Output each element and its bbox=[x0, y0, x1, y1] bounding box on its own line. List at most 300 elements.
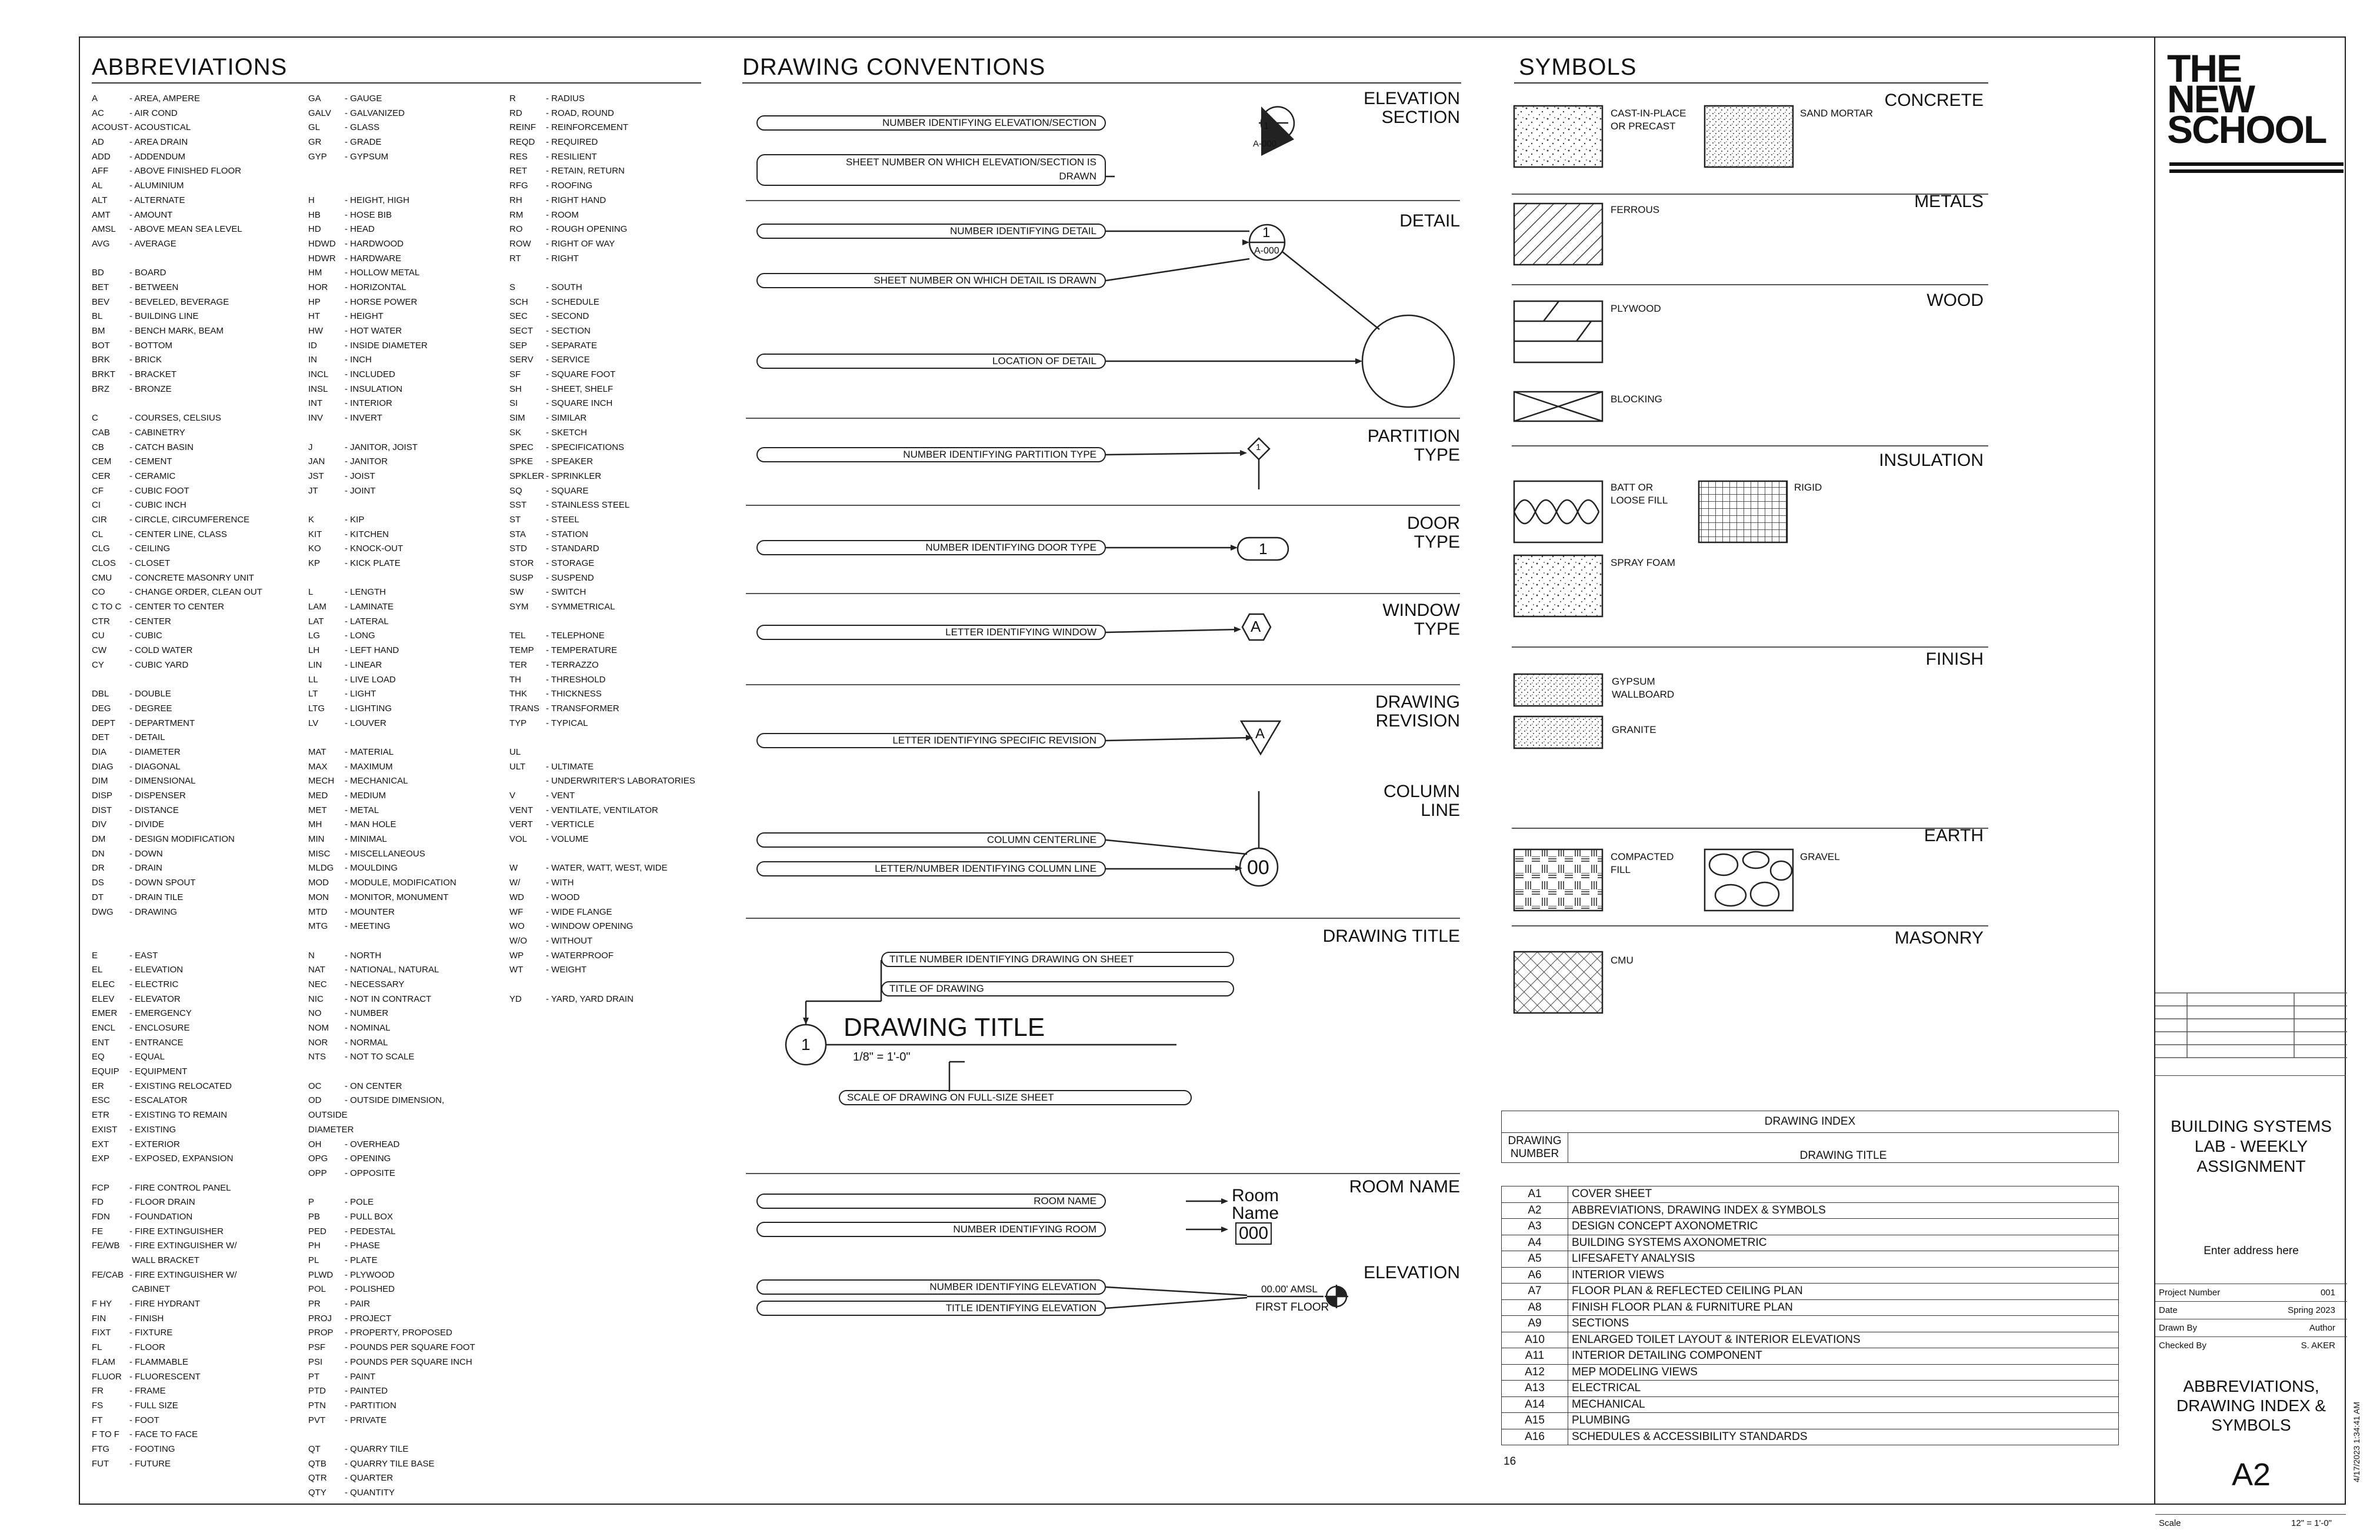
abbreviation-meaning: - INCH bbox=[345, 355, 372, 365]
abbreviation-code: PTN bbox=[308, 1400, 326, 1411]
abbreviation-meaning: - DIAMETER bbox=[129, 746, 181, 757]
label-line: CAST-IN-PLACE bbox=[1611, 108, 1686, 119]
abbreviation-meaning: - OPPOSITE bbox=[345, 1168, 395, 1178]
abbreviation-meaning: - DETAIL bbox=[129, 732, 165, 743]
label-line: FILL bbox=[1611, 864, 1631, 875]
index-sheet-number: A9 bbox=[1502, 1316, 1568, 1332]
abbreviation-meaning: - EXPOSED, EXPANSION bbox=[129, 1154, 234, 1164]
title-block-row bbox=[2155, 1319, 2347, 1337]
index-sheet-title: BUILDING SYSTEMS AXONOMETRIC bbox=[1568, 1235, 2119, 1251]
abbreviation-meaning: - FRAME bbox=[129, 1386, 166, 1396]
abbreviation-meaning: - ALTERNATE bbox=[129, 195, 185, 205]
pill-partition: NUMBER IDENTIFYING PARTITION TYPE bbox=[756, 447, 1106, 462]
abbreviation-code: CLG bbox=[92, 544, 110, 554]
abbreviation-meaning: - SECTION bbox=[546, 326, 591, 336]
abbreviation-meaning: - RIGHT bbox=[546, 253, 579, 264]
abbreviation-code: MET bbox=[308, 805, 327, 815]
elevation-level: FIRST FLOOR bbox=[1255, 1301, 1329, 1314]
index-row bbox=[1502, 1235, 2119, 1251]
abbreviation-code: RD bbox=[509, 108, 522, 118]
abbreviation-meaning: - NOT TO SCALE bbox=[345, 1052, 415, 1062]
index-sheet-number: A2 bbox=[1502, 1202, 1568, 1219]
abbreviation-meaning: - POUNDS PER SQUARE FOOT bbox=[345, 1342, 475, 1353]
abbreviation-meaning: - FLOOR DRAIN bbox=[129, 1197, 195, 1208]
abbreviation-code: F TO F bbox=[92, 1429, 119, 1440]
abbreviation-meaning: - DISTANCE bbox=[129, 805, 179, 815]
abbreviation-meaning: - THRESHOLD bbox=[546, 674, 606, 685]
abbreviation-code: ESC bbox=[92, 1095, 110, 1106]
abbreviation-meaning: - ULTIMATE bbox=[546, 761, 594, 772]
abbreviation-code: SECT bbox=[509, 326, 534, 336]
abbreviation-code: WP bbox=[509, 950, 524, 961]
abbreviation-code: MTG bbox=[308, 921, 328, 932]
abbreviation-meaning: - EAST bbox=[129, 950, 158, 961]
abbreviation-meaning: - TYPICAL bbox=[546, 718, 588, 728]
abbreviation-code: NEC bbox=[308, 979, 327, 989]
abbreviation-code: CMU bbox=[92, 572, 112, 583]
abbreviation-meaning: - HORSE POWER bbox=[345, 296, 418, 307]
abbreviation-code: HT bbox=[308, 311, 320, 322]
abbreviation-meaning: - JANITOR bbox=[345, 456, 388, 467]
abbreviation-meaning: - DOWN bbox=[129, 848, 163, 859]
abbreviation-meaning: - LIVE LOAD bbox=[345, 674, 396, 685]
index-row bbox=[1502, 1348, 2119, 1365]
abbreviation-code: ELEV bbox=[92, 994, 115, 1004]
abbreviation-code: E bbox=[92, 950, 98, 961]
abbreviation-meaning: - FOUNDATION bbox=[129, 1211, 193, 1222]
abbreviation-code: SPKE bbox=[509, 456, 534, 467]
abbreviation-meaning: - SWITCH bbox=[546, 587, 586, 598]
abbreviation-code: CU bbox=[92, 631, 105, 641]
abbreviation-code: PR bbox=[308, 1299, 321, 1309]
abbreviation-meaning: - UNDERWRITER'S LABORATORIES bbox=[546, 776, 695, 786]
abbreviation-code: STA bbox=[509, 529, 526, 539]
abbreviation-meaning: - VENT bbox=[546, 791, 575, 801]
abbreviation-code: J bbox=[308, 442, 313, 452]
abbreviation-code: HDWD bbox=[308, 238, 336, 249]
abbreviation-meaning: - CIRCLE, CIRCUMFERENCE bbox=[129, 514, 250, 525]
abbreviation-code: ACOUST bbox=[92, 122, 129, 133]
school-logo bbox=[2167, 46, 2326, 151]
elev-marker-number: 1 bbox=[1264, 121, 1269, 131]
abbreviation-meaning: - FIRE EXTINGUISHER bbox=[129, 1226, 224, 1236]
revision-grid bbox=[2155, 992, 2347, 1068]
abbreviation-meaning: WALL BRACKET bbox=[129, 1255, 199, 1265]
abbreviation-code: MTD bbox=[308, 906, 328, 917]
abbreviation-code: TH bbox=[509, 674, 521, 685]
title-block-field-label: Drawn By bbox=[2159, 1323, 2198, 1333]
abbreviation-meaning: - BUILDING LINE bbox=[129, 311, 199, 322]
abbreviation-code: NO bbox=[308, 1008, 322, 1019]
label-line: TYPE bbox=[1414, 619, 1460, 639]
abbreviation-code: WT bbox=[509, 965, 524, 975]
plot-timestamp: 4/17/2023 1:34:41 AM bbox=[2352, 1402, 2361, 1482]
abbreviation-meaning: - SCHEDULE bbox=[546, 296, 599, 307]
abbreviation-meaning: - QUARRY TILE bbox=[345, 1444, 409, 1454]
abbreviation-code: NOM bbox=[308, 1023, 329, 1033]
label-line: REVISION bbox=[1375, 711, 1460, 731]
abbreviation-meaning: - FLOOR bbox=[129, 1342, 165, 1353]
abbreviation-meaning: - FUTURE bbox=[129, 1458, 171, 1469]
abbreviation-code: KO bbox=[308, 544, 321, 554]
abbreviation-code: SST bbox=[509, 500, 527, 511]
abbreviation-code: LL bbox=[308, 674, 318, 685]
sheet-name-line: ABBREVIATIONS, bbox=[2183, 1377, 2319, 1395]
index-row bbox=[1502, 1332, 2119, 1348]
abbreviation-meaning: - BENCH MARK, BEAM bbox=[129, 326, 224, 336]
abbreviation-code: WD bbox=[509, 892, 524, 902]
abbreviation-code: GL bbox=[308, 122, 321, 133]
abbreviation-meaning: - GAUGE bbox=[345, 94, 382, 104]
abbreviation-meaning: - CUBIC INCH bbox=[129, 500, 186, 511]
index-row bbox=[1502, 1396, 2119, 1413]
abbreviation-meaning: - FIRE HYDRANT bbox=[129, 1299, 200, 1309]
abbreviation-code: AMT bbox=[92, 209, 111, 220]
abbreviation-meaning: - SYMMETRICAL bbox=[546, 602, 615, 612]
symbol-label-gravel: GRAVEL bbox=[1800, 851, 1840, 862]
room-name-text-1: Room bbox=[1232, 1186, 1279, 1205]
pill-column-centerline: COLUMN CENTERLINE bbox=[756, 832, 1106, 848]
abbreviation-meaning: - OUTSIDE DIMENSION, bbox=[345, 1095, 445, 1106]
index-sheet-title: LIFESAFETY ANALYSIS bbox=[1568, 1251, 2119, 1268]
abbreviation-meaning: - OPENING bbox=[345, 1154, 391, 1164]
abbreviation-code: SF bbox=[509, 369, 521, 380]
abbreviation-meaning: - CHANGE ORDER, CLEAN OUT bbox=[129, 587, 262, 598]
abbreviation-meaning: - SQUARE bbox=[546, 485, 589, 496]
abbreviation-code: DIV bbox=[92, 819, 107, 830]
abbreviation-code: MLDG bbox=[308, 863, 334, 874]
abbreviation-meaning: - PAINTED bbox=[345, 1386, 388, 1396]
abbreviation-code: FIXT bbox=[92, 1328, 111, 1338]
index-sheet-title: FLOOR PLAN & REFLECTED CEILING PLAN bbox=[1568, 1284, 2119, 1300]
sheet-name bbox=[2155, 1376, 2347, 1435]
index-row bbox=[1502, 1381, 2119, 1397]
abbreviation-meaning: - EXTERIOR bbox=[129, 1139, 180, 1149]
abbreviation-meaning: - QUANTITY bbox=[345, 1488, 395, 1498]
abbreviation-code: SK bbox=[509, 427, 522, 438]
abbreviation-meaning: - GALVANIZED bbox=[345, 108, 405, 118]
symbol-label-batt bbox=[1611, 481, 1668, 507]
abbreviation-meaning: - ON CENTER bbox=[345, 1081, 402, 1091]
symbol-label-spray-foam: SPRAY FOAM bbox=[1611, 557, 1675, 568]
abbreviation-code: DIST bbox=[92, 805, 112, 815]
abbreviation-meaning: - COLD WATER bbox=[129, 645, 193, 656]
abbreviation-meaning: - METAL bbox=[345, 805, 379, 815]
abbreviation-code: HW bbox=[308, 326, 323, 336]
logo-bar bbox=[2169, 162, 2344, 166]
label-line: OR PRECAST bbox=[1611, 121, 1676, 132]
abbreviation-meaning: - AMOUNT bbox=[129, 209, 173, 220]
abbreviation-code: PVT bbox=[308, 1415, 326, 1425]
abbreviation-meaning: - KIP bbox=[345, 514, 365, 525]
pill-room-number: NUMBER IDENTIFYING ROOM bbox=[756, 1222, 1106, 1237]
abbreviation-code: SERV bbox=[509, 355, 534, 365]
abbreviation-code: MH bbox=[308, 819, 322, 830]
abbreviation-code: W/ bbox=[509, 878, 521, 888]
abbreviation-meaning: - HARDWOOD bbox=[345, 238, 404, 249]
abbreviation-code: BD bbox=[92, 268, 104, 278]
abbreviation-code: TYP bbox=[509, 718, 527, 728]
abbreviation-meaning: - INSULATION bbox=[345, 384, 403, 394]
abbreviation-code: SEP bbox=[509, 340, 528, 351]
index-sheet-number: A5 bbox=[1502, 1251, 1568, 1268]
abbreviation-meaning: - FINISH bbox=[129, 1313, 164, 1324]
abbreviation-meaning: - LINEAR bbox=[345, 659, 382, 670]
abbreviation-meaning: - QUARTER bbox=[345, 1473, 394, 1484]
abbreviations-title: ABBREVIATIONS bbox=[92, 54, 288, 80]
abbreviation-meaning: - NUMBER bbox=[345, 1008, 389, 1019]
abbreviation-code: W bbox=[509, 863, 518, 874]
abbreviation-meaning: - PROJECT bbox=[345, 1313, 392, 1324]
abbreviation-code: FD bbox=[92, 1197, 104, 1208]
abbreviation-code: FLAM bbox=[92, 1356, 116, 1367]
abbreviation-meaning: - COURSES, CELSIUS bbox=[129, 413, 221, 424]
abbreviation-meaning: - ROAD, ROUND bbox=[546, 108, 614, 118]
abbreviation-code: OUTSIDE bbox=[308, 1110, 348, 1121]
scale-value: 12" = 1'-0" bbox=[2291, 1518, 2332, 1528]
abbreviation-meaning: - SUSPEND bbox=[546, 572, 594, 583]
abbreviation-code: LAT bbox=[308, 616, 324, 626]
abbreviation-meaning: - PROPERTY, PROPOSED bbox=[345, 1328, 452, 1338]
pill-line: SHEET NUMBER ON WHICH ELEVATION/SECTION IS bbox=[846, 156, 1096, 168]
abbreviation-code: YD bbox=[509, 994, 522, 1004]
abbreviation-code: PED bbox=[308, 1226, 326, 1236]
abbreviation-code: MAT bbox=[308, 746, 326, 757]
abbreviation-code: CW bbox=[92, 645, 106, 656]
index-sheet-number: A14 bbox=[1502, 1396, 1568, 1413]
index-sheet-title: ENLARGED TOILET LAYOUT & INTERIOR ELEVATIONS bbox=[1568, 1332, 2119, 1348]
abbreviation-meaning: - FACE TO FACE bbox=[129, 1429, 198, 1440]
abbreviation-meaning: - LONG bbox=[345, 631, 375, 641]
abbreviation-meaning: - PAIR bbox=[345, 1299, 371, 1309]
pill-detail-sheet: SHEET NUMBER ON WHICH DETAIL IS DRAWN bbox=[756, 273, 1106, 288]
index-sheet-number: A13 bbox=[1502, 1381, 1568, 1397]
abbreviation-code: C TO C bbox=[92, 602, 122, 612]
abbreviation-code: CL bbox=[92, 529, 104, 539]
index-sheet-title: PLUMBING bbox=[1568, 1413, 2119, 1429]
abbreviation-meaning: - LAMINATE bbox=[345, 602, 394, 612]
abbreviation-meaning: - ENCLOSURE bbox=[129, 1023, 190, 1033]
abbreviation-meaning: - ELEVATOR bbox=[129, 994, 181, 1004]
project-address: Enter address here bbox=[2204, 1245, 2299, 1257]
abbreviation-code: S bbox=[509, 282, 516, 292]
abbreviation-meaning: - PLATE bbox=[345, 1255, 378, 1265]
abbreviation-meaning: - GYPSUM bbox=[345, 151, 389, 162]
abbreviation-meaning: - OVERHEAD bbox=[345, 1139, 400, 1149]
abbreviation-meaning: - ELEVATION bbox=[129, 965, 184, 975]
room-name-label: ROOM NAME bbox=[1349, 1177, 1460, 1196]
abbreviation-code: ROW bbox=[509, 238, 531, 249]
abbreviation-code: MIN bbox=[308, 834, 325, 845]
abbreviation-code: WF bbox=[509, 906, 524, 917]
abbreviation-code: SYM bbox=[509, 602, 529, 612]
index-count: 16 bbox=[1504, 1455, 1516, 1468]
abbreviation-meaning: - LIGHT bbox=[345, 689, 376, 699]
abbreviation-meaning: - STATION bbox=[546, 529, 588, 539]
abbreviation-meaning: - REINFORCEMENT bbox=[546, 122, 628, 133]
abbreviation-meaning: - CEILING bbox=[129, 544, 171, 554]
abbreviation-code: LH bbox=[308, 645, 320, 656]
abbreviation-meaning: - FIRE EXTINGUISHER W/ bbox=[129, 1269, 237, 1280]
title-block bbox=[2154, 36, 2346, 1528]
abbreviation-code: HM bbox=[308, 268, 322, 278]
abbreviation-meaning: - TERRAZZO bbox=[546, 659, 599, 670]
index-sheet-title: COVER SHEET bbox=[1568, 1186, 2119, 1203]
abbreviation-code: SPEC bbox=[509, 442, 534, 452]
abbreviation-meaning: - EXISTING RELOCATED bbox=[129, 1081, 232, 1091]
abbreviation-code: DWG bbox=[92, 906, 114, 917]
abbreviation-meaning: - BEVELED, BEVERAGE bbox=[129, 296, 229, 307]
pill-door: NUMBER IDENTIFYING DOOR TYPE bbox=[756, 540, 1106, 555]
pill-detail-number: NUMBER IDENTIFYING DETAIL bbox=[756, 224, 1106, 239]
abbreviation-code: THK bbox=[509, 689, 527, 699]
abbreviation-code: INCL bbox=[308, 369, 329, 380]
abbreviation-meaning: - HEIGHT, HIGH bbox=[345, 195, 410, 205]
abbreviation-meaning: - POLE bbox=[345, 1197, 374, 1208]
label-line: DOOR bbox=[1407, 514, 1460, 533]
abbreviation-meaning: - PARTITION bbox=[345, 1400, 396, 1411]
abbreviation-code: LIN bbox=[308, 659, 322, 670]
abbreviation-code: POL bbox=[308, 1284, 326, 1295]
abbreviation-meaning: - MECHANICAL bbox=[345, 776, 408, 786]
abbreviation-meaning: - POUNDS PER SQUARE INCH bbox=[345, 1356, 472, 1367]
abbreviation-code: VENT bbox=[509, 805, 534, 815]
abbreviation-code: DISP bbox=[92, 791, 113, 801]
header-line: NUMBER bbox=[1510, 1148, 1559, 1160]
abbreviation-meaning: - DIMENSIONAL bbox=[129, 776, 196, 786]
abbreviation-meaning: - AVERAGE bbox=[129, 238, 176, 249]
abbreviation-meaning: - CUBIC bbox=[129, 631, 162, 641]
sheet-name-line: DRAWING INDEX & bbox=[2176, 1396, 2326, 1415]
index-row bbox=[1502, 1284, 2119, 1300]
abbreviation-meaning: - CONCRETE MASONRY UNIT bbox=[129, 572, 254, 583]
sheet-number: A2 bbox=[2231, 1457, 2271, 1492]
abbreviation-meaning: - ABOVE MEAN SEA LEVEL bbox=[129, 224, 242, 235]
abbreviation-meaning: - MAN HOLE bbox=[345, 819, 396, 830]
abbreviation-code: P bbox=[308, 1197, 315, 1208]
abbreviation-code: FTG bbox=[92, 1444, 109, 1454]
abbreviation-code: RT bbox=[509, 253, 521, 264]
abbreviation-meaning: - SIMILAR bbox=[546, 413, 587, 424]
drawing-index-table bbox=[1501, 1186, 2119, 1445]
pill-room-name: ROOM NAME bbox=[756, 1194, 1106, 1209]
conventions-title: DRAWING CONVENTIONS bbox=[742, 54, 1046, 80]
abbreviation-meaning: - VENTILATE, VENTILATOR bbox=[546, 805, 658, 815]
abbreviation-code: CO bbox=[92, 587, 105, 598]
abbreviation-code: CER bbox=[92, 471, 111, 481]
abbreviation-meaning: - NECESSARY bbox=[345, 979, 405, 989]
abbreviation-meaning: - DEGREE bbox=[129, 703, 172, 714]
abbreviation-meaning: - NORTH bbox=[345, 950, 382, 961]
label-line: LOOSE FILL bbox=[1611, 495, 1668, 506]
abbreviation-code: ID bbox=[308, 340, 317, 351]
abbreviation-code: PROP bbox=[308, 1328, 334, 1338]
label-line: WALLBOARD bbox=[1612, 689, 1675, 700]
abbreviation-meaning: - THICKNESS bbox=[546, 689, 602, 699]
abbreviation-code: SPKLER bbox=[509, 471, 545, 481]
abbreviation-meaning: - SPECIFICATIONS bbox=[546, 442, 625, 452]
logo-bar bbox=[2169, 169, 2344, 173]
abbreviation-meaning: - FIXTURE bbox=[129, 1328, 173, 1338]
index-row bbox=[1502, 1364, 2119, 1381]
door-marker-number: 1 bbox=[1259, 540, 1268, 558]
abbreviation-code: PROJ bbox=[308, 1313, 332, 1324]
abbreviation-meaning: - ELECTRIC bbox=[129, 979, 179, 989]
abbreviation-meaning: - ROUGH OPENING bbox=[546, 224, 628, 235]
abbreviation-code: ELEC bbox=[92, 979, 115, 989]
abbreviation-meaning: - RIGHT OF WAY bbox=[546, 238, 615, 249]
abbreviation-code: GALV bbox=[308, 108, 331, 118]
abbreviation-meaning: - VOLUME bbox=[546, 834, 589, 845]
abbreviation-meaning: - ALUMINIUM bbox=[129, 181, 184, 191]
abbreviation-meaning: - STAINLESS STEEL bbox=[546, 500, 630, 511]
window-marker-letter: A bbox=[1251, 618, 1261, 635]
abbreviation-code: DBL bbox=[92, 689, 109, 699]
drawing-title-number: 1 bbox=[801, 1035, 811, 1054]
label-line: WINDOW bbox=[1382, 601, 1460, 620]
abbreviation-code: A bbox=[92, 94, 98, 104]
abbreviation-code: RH bbox=[509, 195, 522, 205]
abbreviation-meaning: - SEPARATE bbox=[546, 340, 597, 351]
abbreviation-code: AL bbox=[92, 181, 103, 191]
detail-marker-sheet: A-000 bbox=[1254, 246, 1279, 256]
abbreviation-code: IN bbox=[308, 355, 317, 365]
label-line: BATT OR bbox=[1611, 482, 1654, 493]
abbreviation-meaning: - GLASS bbox=[345, 122, 380, 133]
abbreviation-code: KP bbox=[308, 558, 321, 568]
abbreviation-code: R bbox=[509, 94, 516, 104]
symbols-title: SYMBOLS bbox=[1519, 54, 1637, 80]
index-sheet-number: A8 bbox=[1502, 1299, 1568, 1316]
abbreviation-code: REINF bbox=[509, 122, 536, 133]
label-line: DRAWING bbox=[1375, 692, 1460, 712]
abbreviation-code: GA bbox=[308, 94, 321, 104]
abbreviation-code: CAB bbox=[92, 427, 110, 438]
title-block-field-value: 001 bbox=[2320, 1288, 2335, 1298]
elev-marker-sheet: A-000 bbox=[1253, 139, 1277, 149]
abbreviation-code: UL bbox=[509, 746, 521, 757]
abbreviation-meaning: - CLOSET bbox=[129, 558, 171, 568]
abbreviation-code: SIM bbox=[509, 413, 525, 424]
abbreviation-code: SCH bbox=[509, 296, 528, 307]
pill-elevation-number: NUMBER IDENTIFYING ELEVATION/SECTION bbox=[756, 115, 1106, 131]
abbreviation-code: EXP bbox=[92, 1154, 110, 1164]
abbreviation-code: NIC bbox=[308, 994, 324, 1004]
abbreviation-meaning: - LATERAL bbox=[345, 616, 389, 626]
abbreviation-meaning: - NOMINAL bbox=[345, 1023, 391, 1033]
abbreviation-code: OPG bbox=[308, 1154, 328, 1164]
abbreviation-code: RFG bbox=[509, 181, 528, 191]
abbreviation-code: PSF bbox=[308, 1342, 326, 1353]
index-sheet-number: A4 bbox=[1502, 1235, 1568, 1251]
abbreviation-code: DN bbox=[92, 848, 105, 859]
abbreviation-code: DT bbox=[92, 892, 104, 902]
label-line: TYPE bbox=[1414, 445, 1460, 465]
abbreviation-code: MISC bbox=[308, 848, 331, 859]
symbol-category-earth: EARTH bbox=[1924, 826, 1984, 845]
abbreviation-meaning: - JOIST bbox=[345, 471, 375, 481]
abbreviation-meaning: - WITHOUT bbox=[546, 935, 593, 946]
abbreviation-code: VOL bbox=[509, 834, 528, 845]
index-sheet-title: INTERIOR VIEWS bbox=[1568, 1267, 2119, 1284]
abbreviation-meaning: - STEEL bbox=[546, 514, 579, 525]
abbreviation-code: PLWD bbox=[308, 1269, 334, 1280]
abbreviation-meaning: - MOUNTER bbox=[345, 906, 395, 917]
abbreviation-meaning: - FLUORESCENT bbox=[129, 1371, 201, 1382]
abbreviation-meaning: - SOUTH bbox=[546, 282, 582, 292]
index-row bbox=[1502, 1251, 2119, 1268]
abbreviation-meaning: - TRANSFORMER bbox=[546, 703, 619, 714]
